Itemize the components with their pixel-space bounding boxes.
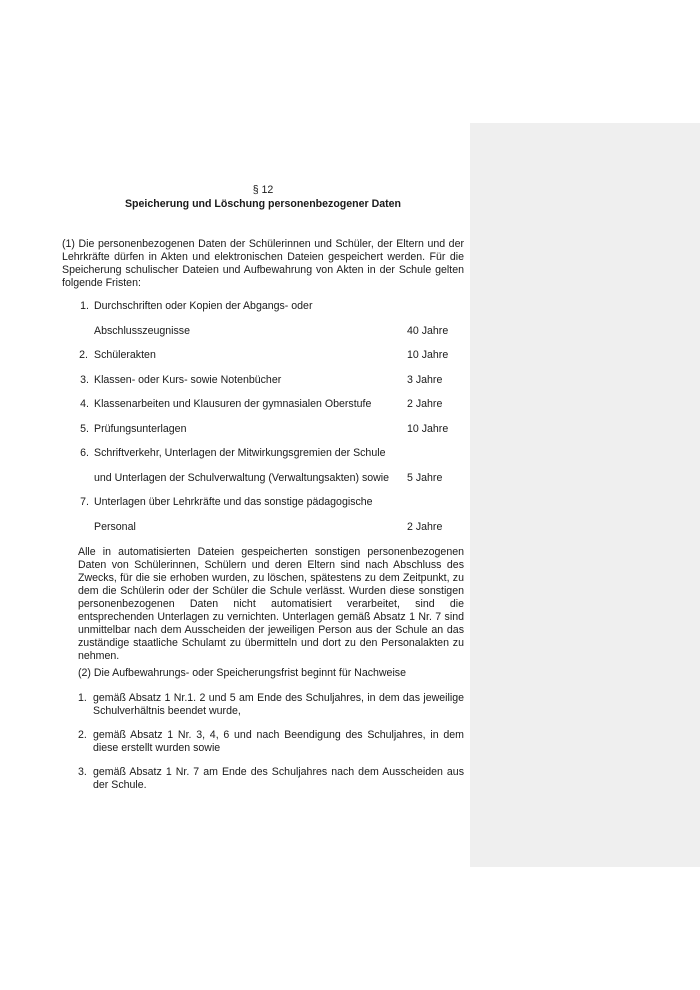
list-item: [78, 729, 464, 755]
row-text: Durchschriften oder Kopien der Abgangs- oder: [94, 300, 313, 312]
row-text: Abschlusszeugnisse: [94, 325, 190, 337]
list-item: [78, 692, 464, 718]
retention-row: [0, 349, 470, 363]
row-number: 7.: [80, 496, 89, 508]
retention-row: [0, 374, 470, 388]
row-period: 40 Jahre: [407, 325, 449, 337]
row-text: Schriftverkehr, Unterlagen der Mitwirkungsgremien der Schule: [94, 447, 386, 459]
list-item-text: gemäß Absatz 1 Nr.1. 2 und 5 am Ende des Schuljahres, in dem das jeweilige Schulverhältnis beendet wurde,: [93, 692, 464, 717]
row-period: 5 Jahre: [407, 472, 443, 484]
list-item-number: 3.: [78, 766, 87, 778]
list-item-number: 2.: [78, 729, 87, 741]
paragraph-2-heading: (2) Die Aufbewahrungs- oder Speicherungsfrist beginnt für Nachweise: [78, 667, 406, 679]
row-number: 3.: [80, 374, 89, 386]
deletion-paragraph: Alle in automatisierten Dateien gespeicherten sonstigen personenbezogenen Daten von Schülerinnen, Schülern und deren Eltern sind nach Abschluss des Zwecks, für die sie erhoben wurden, zu löschen, spätestens zu dem Zeitpunkt, zu dem die Schülerin oder der Schüler die Schule verlässt. Wurden diese sonstigen personenbezogenen Daten nicht automatisiert verarbeitet, sind die entsprechenden Unterlagen zu vernichten. Unterlagen gemäß Absatz 1 Nr. 7 sind unmittelbar nach dem Ausscheiden der jeweiligen Person aus der Schule an das zuständige staatliche Schulamt zu übermitteln und dort zu den Personalakten zu nehmen.: [78, 546, 464, 662]
section-title: Speicherung und Löschung personenbezogener Daten: [124, 198, 402, 210]
retention-row: [0, 300, 470, 314]
retention-row: [0, 521, 470, 535]
list-item-number: 1.: [78, 692, 87, 704]
comment-sidebar: [470, 123, 700, 867]
row-number: 6.: [80, 447, 89, 459]
row-number: 2.: [79, 349, 88, 361]
row-text: Klassenarbeiten und Klausuren der gymnasialen Oberstufe: [94, 398, 372, 410]
row-text: Prüfungsunterlagen: [94, 423, 187, 435]
row-period: 3 Jahre: [407, 374, 443, 386]
row-text: Unterlagen über Lehrkräfte und das sonstige pädagogische: [94, 496, 373, 508]
row-number: 4.: [80, 398, 89, 410]
section-sign: § 12: [252, 184, 274, 196]
row-period: 2 Jahre: [407, 398, 443, 410]
intro-paragraph: (1) Die personenbezogenen Daten der Schülerinnen und Schüler, der Eltern und der Lehrkräfte dürfen in Akten und elektronischen Dateien gespeichert werden. Für die Speicherung schulischer Dateien und Aufbewahrung von Akten in der Schule gelten folgende Fristen:: [62, 238, 464, 289]
retention-row: [0, 447, 470, 461]
row-number: 1.: [80, 300, 89, 312]
list-item: [78, 766, 464, 792]
retention-row: [0, 423, 470, 437]
row-period: 2 Jahre: [407, 521, 443, 533]
row-period: 10 Jahre: [407, 423, 449, 435]
row-text: Klassen- oder Kurs- sowie Notenbücher: [94, 374, 282, 386]
retention-row: [0, 496, 470, 510]
row-period: 10 Jahre: [407, 349, 449, 361]
retention-row: [0, 398, 470, 412]
retention-row: [0, 325, 470, 339]
row-text: Personal: [94, 521, 136, 533]
row-text: Schülerakten: [94, 349, 156, 361]
row-text: und Unterlagen der Schulverwaltung (Verwaltungsakten) sowie: [94, 472, 390, 484]
list-item-text: gemäß Absatz 1 Nr. 3, 4, 6 und nach Beendigung des Schuljahres, in dem diese erstellt wurden sowie: [93, 729, 464, 754]
list-item-text: gemäß Absatz 1 Nr. 7 am Ende des Schuljahres nach dem Ausscheiden aus der Schule.: [93, 766, 464, 791]
retention-row: [0, 472, 470, 486]
row-number: 5.: [80, 423, 89, 435]
